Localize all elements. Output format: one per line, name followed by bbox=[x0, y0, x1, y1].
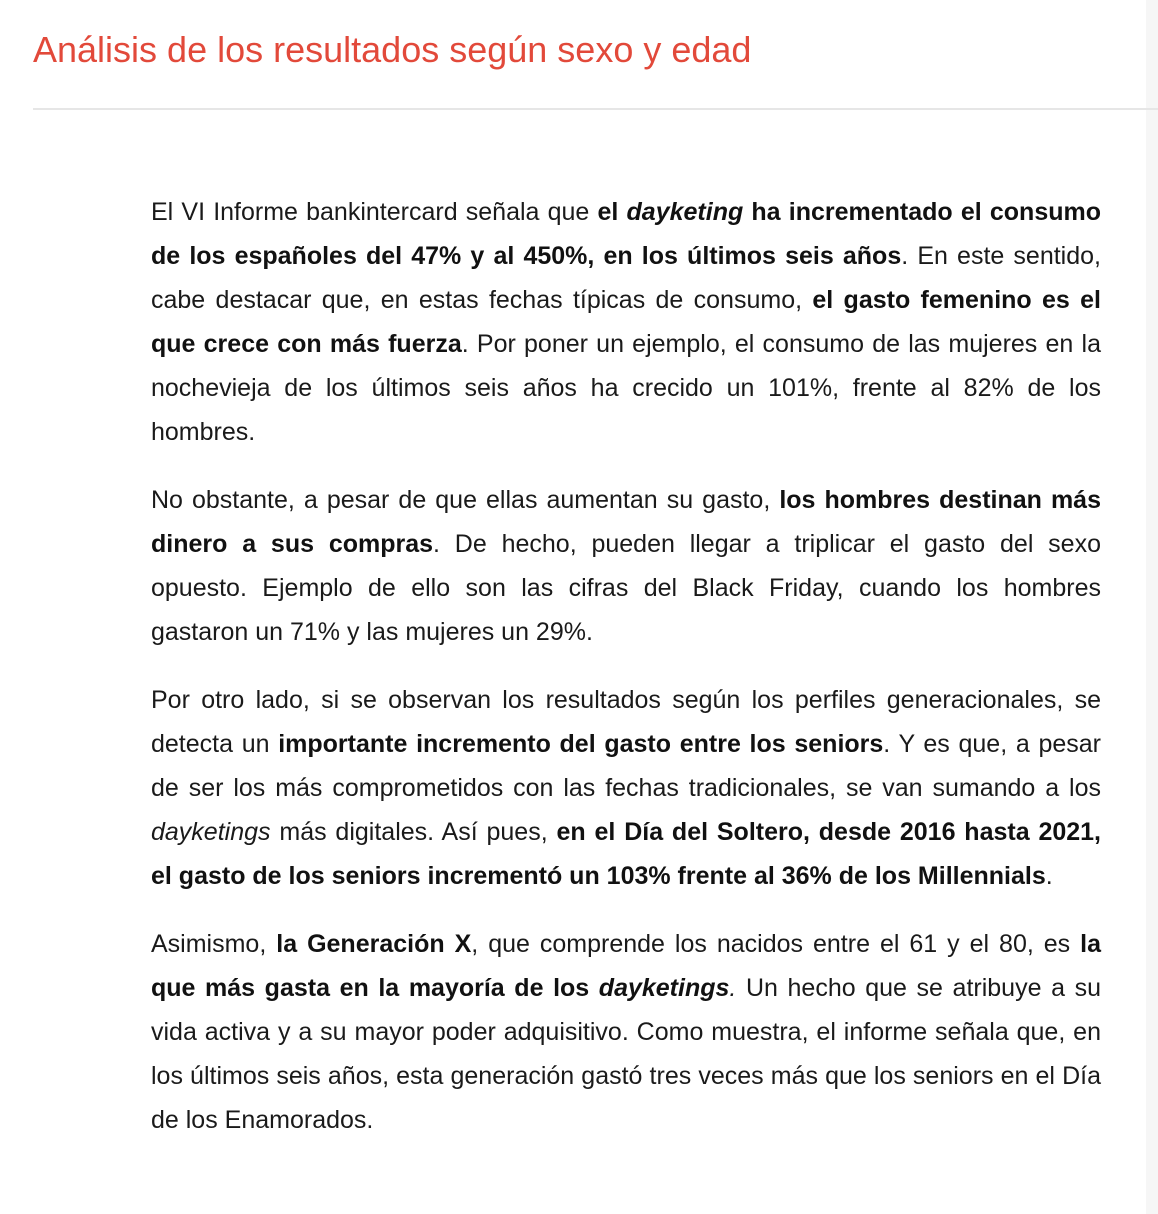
paragraph-text: , que comprende los nacidos entre el 61 y el 80, es bbox=[471, 930, 1081, 958]
section-title: Análisis de los resultados según sexo y edad bbox=[33, 29, 752, 70]
paragraph-gender-growth bbox=[151, 190, 1101, 454]
italic-punctuation: . bbox=[729, 974, 737, 1002]
highlight-text: el gasto femenino es el que crece con más fuerza bbox=[151, 286, 1101, 358]
paragraph-text: No obstante, a pesar de que ellas aumentan su gasto, bbox=[151, 486, 780, 514]
highlight-text-part: ha incrementado el consumo de los españoles del 47% y al 450%, en los últimos seis años bbox=[151, 198, 1101, 270]
article-body bbox=[151, 190, 1101, 1166]
title-divider bbox=[33, 108, 1158, 110]
paragraph-men-spending bbox=[151, 478, 1101, 654]
paragraph-generation-x bbox=[151, 922, 1101, 1142]
highlight-text: los hombres destinan más dinero a sus compras bbox=[151, 486, 1101, 558]
paragraph-seniors bbox=[151, 678, 1101, 898]
paragraph-text: . En este sentido, cabe destacar que, en estas fechas típicas de consumo, bbox=[151, 242, 1101, 314]
paragraph-text: El VI Informe bankintercard señala que bbox=[151, 198, 598, 226]
highlight-text-part: la que más gasta en la mayoría de los bbox=[151, 930, 1101, 1002]
paragraph-text: . Y es que, a pesar de ser los más comprometidos con las fechas tradicionales, se van sumando a los bbox=[151, 730, 1101, 802]
highlight-term: dayketing bbox=[626, 198, 744, 226]
italic-term: dayketings bbox=[151, 818, 271, 846]
paragraph-text: Por otro lado, si se observan los resultados según los perfiles generacionales, se detecta un bbox=[151, 686, 1101, 758]
highlight-text: en el Día del Soltero, desde 2016 hasta 2021, el gasto de los seniors incrementó un 103% frente al 36% de los Millennials bbox=[151, 818, 1102, 890]
paragraph-text: . Por poner un ejemplo, el consumo de las mujeres en la nochevieja de los últimos seis años ha crecido un 101%, frente al 82% de los hombres. bbox=[151, 330, 1101, 446]
paragraph-text: Asimismo, bbox=[151, 930, 277, 958]
paragraph-text: más digitales. Así pues, bbox=[270, 818, 557, 846]
highlight-term: dayketings bbox=[598, 974, 730, 1002]
highlight-text-part: el bbox=[597, 198, 627, 226]
paragraph-text: . De hecho, pueden llegar a triplicar el gasto del sexo opuesto. Ejemplo de ello son las cifras del Black Friday, cuando los hombres gastaron un 71% y las mujeres un 29%. bbox=[151, 530, 1101, 646]
highlight-text: importante incremento del gasto entre los seniors bbox=[278, 730, 884, 758]
highlight-text: la Generación X bbox=[276, 930, 472, 958]
paragraph-text: . bbox=[1045, 862, 1053, 890]
paragraph-text: Un hecho que se atribuye a su vida activa y a su mayor poder adquisitivo. Como muestra, el informe señala que, en los últimos seis años, esta generación gastó tres veces más que los seniors en el Día de los Enamorados. bbox=[151, 974, 1101, 1134]
